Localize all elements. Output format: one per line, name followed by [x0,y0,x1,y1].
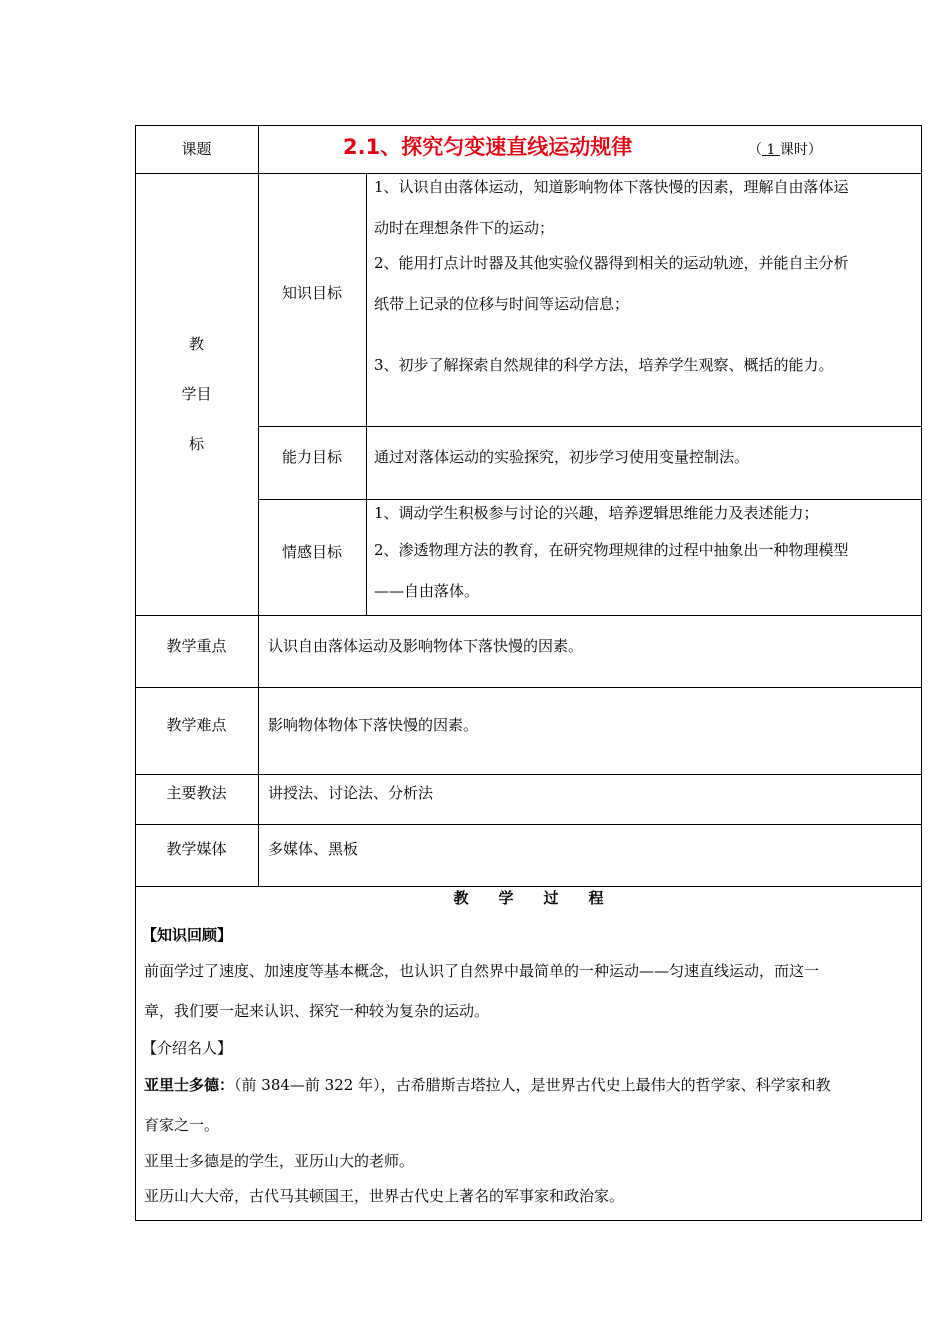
objectives-label-line-2: 学目 [181,385,212,403]
row-divider [258,426,922,427]
ability-objective-label: 能力目标 [281,448,342,466]
ability-objective-text: 通过对落体运动的实验探究，初步学习使用变量控制法。 [374,448,750,466]
knowledge-objective-line: 1、认识自由落体运动，知道影响物体下落快慢的因素，理解自由落体运 [374,178,849,196]
media-text: 多媒体、黑板 [268,840,359,858]
emotion-objective-line: 2、渗透物理方法的教育，在研究物理规律的过程中抽象出一种物理模型 [374,541,849,559]
key-points-text: 认识自由落体运动及影响物体下落快慢的因素。 [268,637,584,655]
hours-prefix: （ [748,142,762,158]
hours-value: 1 [766,142,776,158]
row-divider [135,824,922,825]
topic-label: 课题 [181,140,212,158]
key-points-label: 教学重点 [166,637,227,655]
process-heading: 教 学 过 程 [453,889,604,907]
row-divider [135,687,922,688]
aristotle-line [144,1075,831,1095]
emotion-objective-line: ——自由落体。 [374,582,480,600]
knowledge-objective-line: 纸带上记录的位移与时间等运动信息； [374,295,630,313]
lesson-hours [748,140,822,160]
knowledge-objective-line: 3、初步了解探索自然规律的科学方法，培养学生观察、概括的能力。 [374,356,834,374]
difficulties-text: 影响物体物体下落快慢的因素。 [268,716,479,734]
row-divider [135,774,922,775]
row-divider [258,499,922,500]
knowledge-objective-line: 动时在理想条件下的运动； [374,219,555,237]
review-line: 章，我们要一起来认识、探究一种较为复杂的运动。 [144,1002,490,1020]
row-divider [135,615,922,616]
aristotle-student-line: 亚里士多德是的学生，亚历山大的老师。 [144,1152,415,1170]
aristotle-line-2: 育家之一。 [144,1116,220,1134]
emotion-objective-line: 1、调动学生积极参与讨论的兴趣，培养逻辑思维能力及表述能力； [374,504,819,522]
difficulties-label: 教学难点 [166,716,227,734]
media-label: 教学媒体 [166,840,227,858]
methods-text: 讲授法、讨论法、分析法 [268,784,434,802]
aristotle-description: （前 384—前 322 年），古希腊斯吉塔拉人，是世界古代史上最伟大的哲学家、科学家和教 [234,1076,831,1094]
row-divider [135,886,922,887]
lesson-table [135,125,922,1221]
review-heading: 【知识回顾】 [142,926,233,944]
knowledge-objective-line: 2、能用打点计时器及其他实验仪器得到相关的运动轨迹，并能自主分析 [374,254,849,272]
review-line: 前面学过了速度、加速度等基本概念，也认识了自然界中最简单的一种运动——匀速直线运动，而这一 [144,962,820,980]
column-divider [258,125,259,886]
lesson-title: 2.1、探究匀变速直线运动规律 [343,135,633,159]
row-divider [135,173,922,174]
knowledge-objective-label: 知识目标 [281,284,342,302]
emotion-objective-label: 情感目标 [281,543,342,561]
intro-heading: 【介绍名人】 [142,1039,233,1057]
objectives-label-line-3: 标 [188,435,204,453]
hours-suffix: 课时） [779,142,822,158]
objectives-label-line-1: 教 [188,335,204,353]
column-divider [366,173,367,615]
alexander-line: 亚历山大大帝，古代马其顿国王，世界古代史上著名的军事家和政治家。 [144,1187,625,1205]
aristotle-name: 亚里士多德： [144,1076,235,1094]
methods-label: 主要教法 [166,784,227,802]
